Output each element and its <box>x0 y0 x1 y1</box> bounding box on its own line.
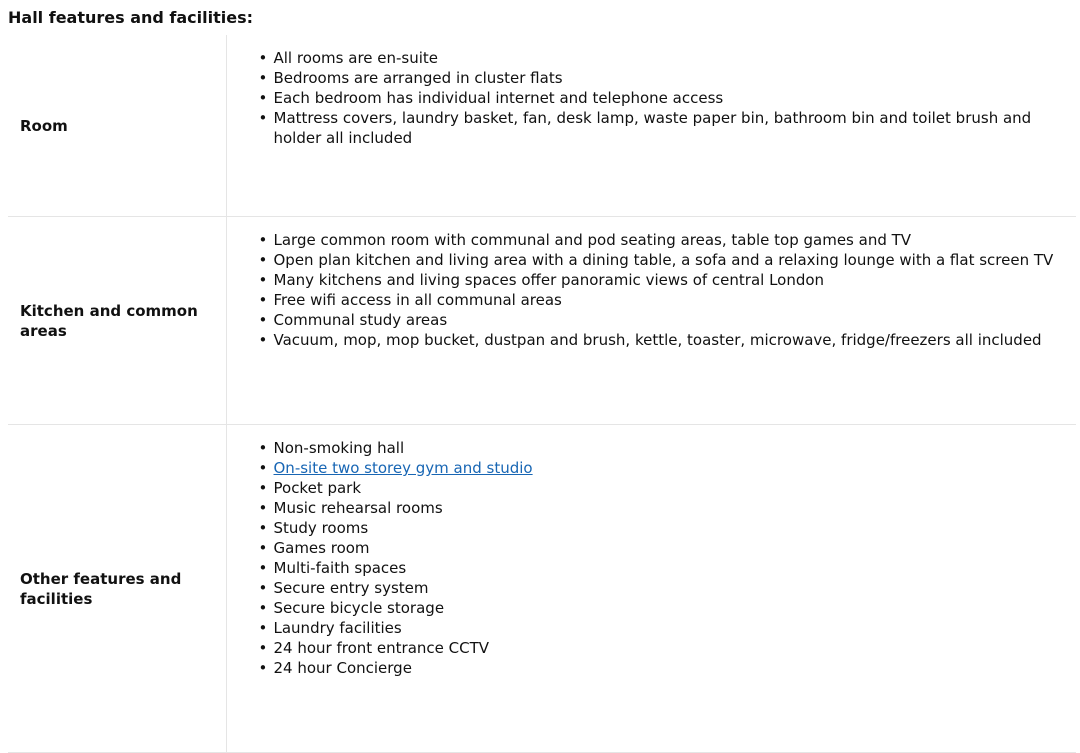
list-item: • Pocket park <box>274 478 1067 498</box>
list-item: • Open plan kitchen and living area with a dining table, a sofa and a relaxing lounge with a flat screen TV <box>274 250 1067 270</box>
list-item-gym <box>274 458 1067 478</box>
list-item: • Vacuum, mop, mop bucket, dustpan and brush, kettle, toaster, microwave, fridge/freezers all included <box>274 330 1067 350</box>
row-label-room: Room <box>8 35 226 217</box>
list-item: • Communal study areas <box>274 310 1067 330</box>
section-title: Hall features and facilities: <box>8 8 254 27</box>
list-item: • Mattress covers, laundry basket, fan, desk lamp, waste paper bin, bathroom bin and toilet brush and holder all included <box>274 108 1067 148</box>
list-item: • Free wifi access in all communal areas <box>274 290 1067 310</box>
list-item: • 24 hour Concierge <box>274 658 1067 678</box>
list-item: • Secure entry system <box>274 578 1067 598</box>
gym-studio-link[interactable]: On-site two storey gym and studio <box>273 459 533 477</box>
row-label-other: Other features and facilities <box>8 425 226 753</box>
list-item: • Non-smoking hall <box>274 438 1067 458</box>
table-row-other <box>8 425 1076 753</box>
list-item: • Each bedroom has individual internet and telephone access <box>274 88 1067 108</box>
other-feature-list <box>255 438 1067 678</box>
list-item: • Large common room with communal and pod seating areas, table top games and TV <box>274 230 1067 250</box>
facilities-table <box>8 35 1076 753</box>
list-item: • Games room <box>274 538 1067 558</box>
list-item: • Many kitchens and living spaces offer panoramic views of central London <box>274 270 1067 290</box>
list-item: • All rooms are en-suite <box>274 48 1067 68</box>
list-item: • Music rehearsal rooms <box>274 498 1067 518</box>
list-item: • 24 hour front entrance CCTV <box>274 638 1067 658</box>
row-content-other <box>226 425 1076 753</box>
row-content-room <box>226 35 1076 217</box>
room-feature-list <box>255 48 1067 148</box>
list-item: • Laundry facilities <box>274 618 1067 638</box>
row-content-kitchen <box>226 217 1076 425</box>
list-item: • Study rooms <box>274 518 1067 538</box>
list-item: • Bedrooms are arranged in cluster flats <box>274 68 1067 88</box>
list-item: • Secure bicycle storage <box>274 598 1067 618</box>
row-label-kitchen: Kitchen and common areas <box>8 217 226 425</box>
list-item: • Multi-faith spaces <box>274 558 1067 578</box>
kitchen-feature-list <box>255 230 1067 350</box>
table-row-room <box>8 35 1076 217</box>
table-row-kitchen <box>8 217 1076 425</box>
